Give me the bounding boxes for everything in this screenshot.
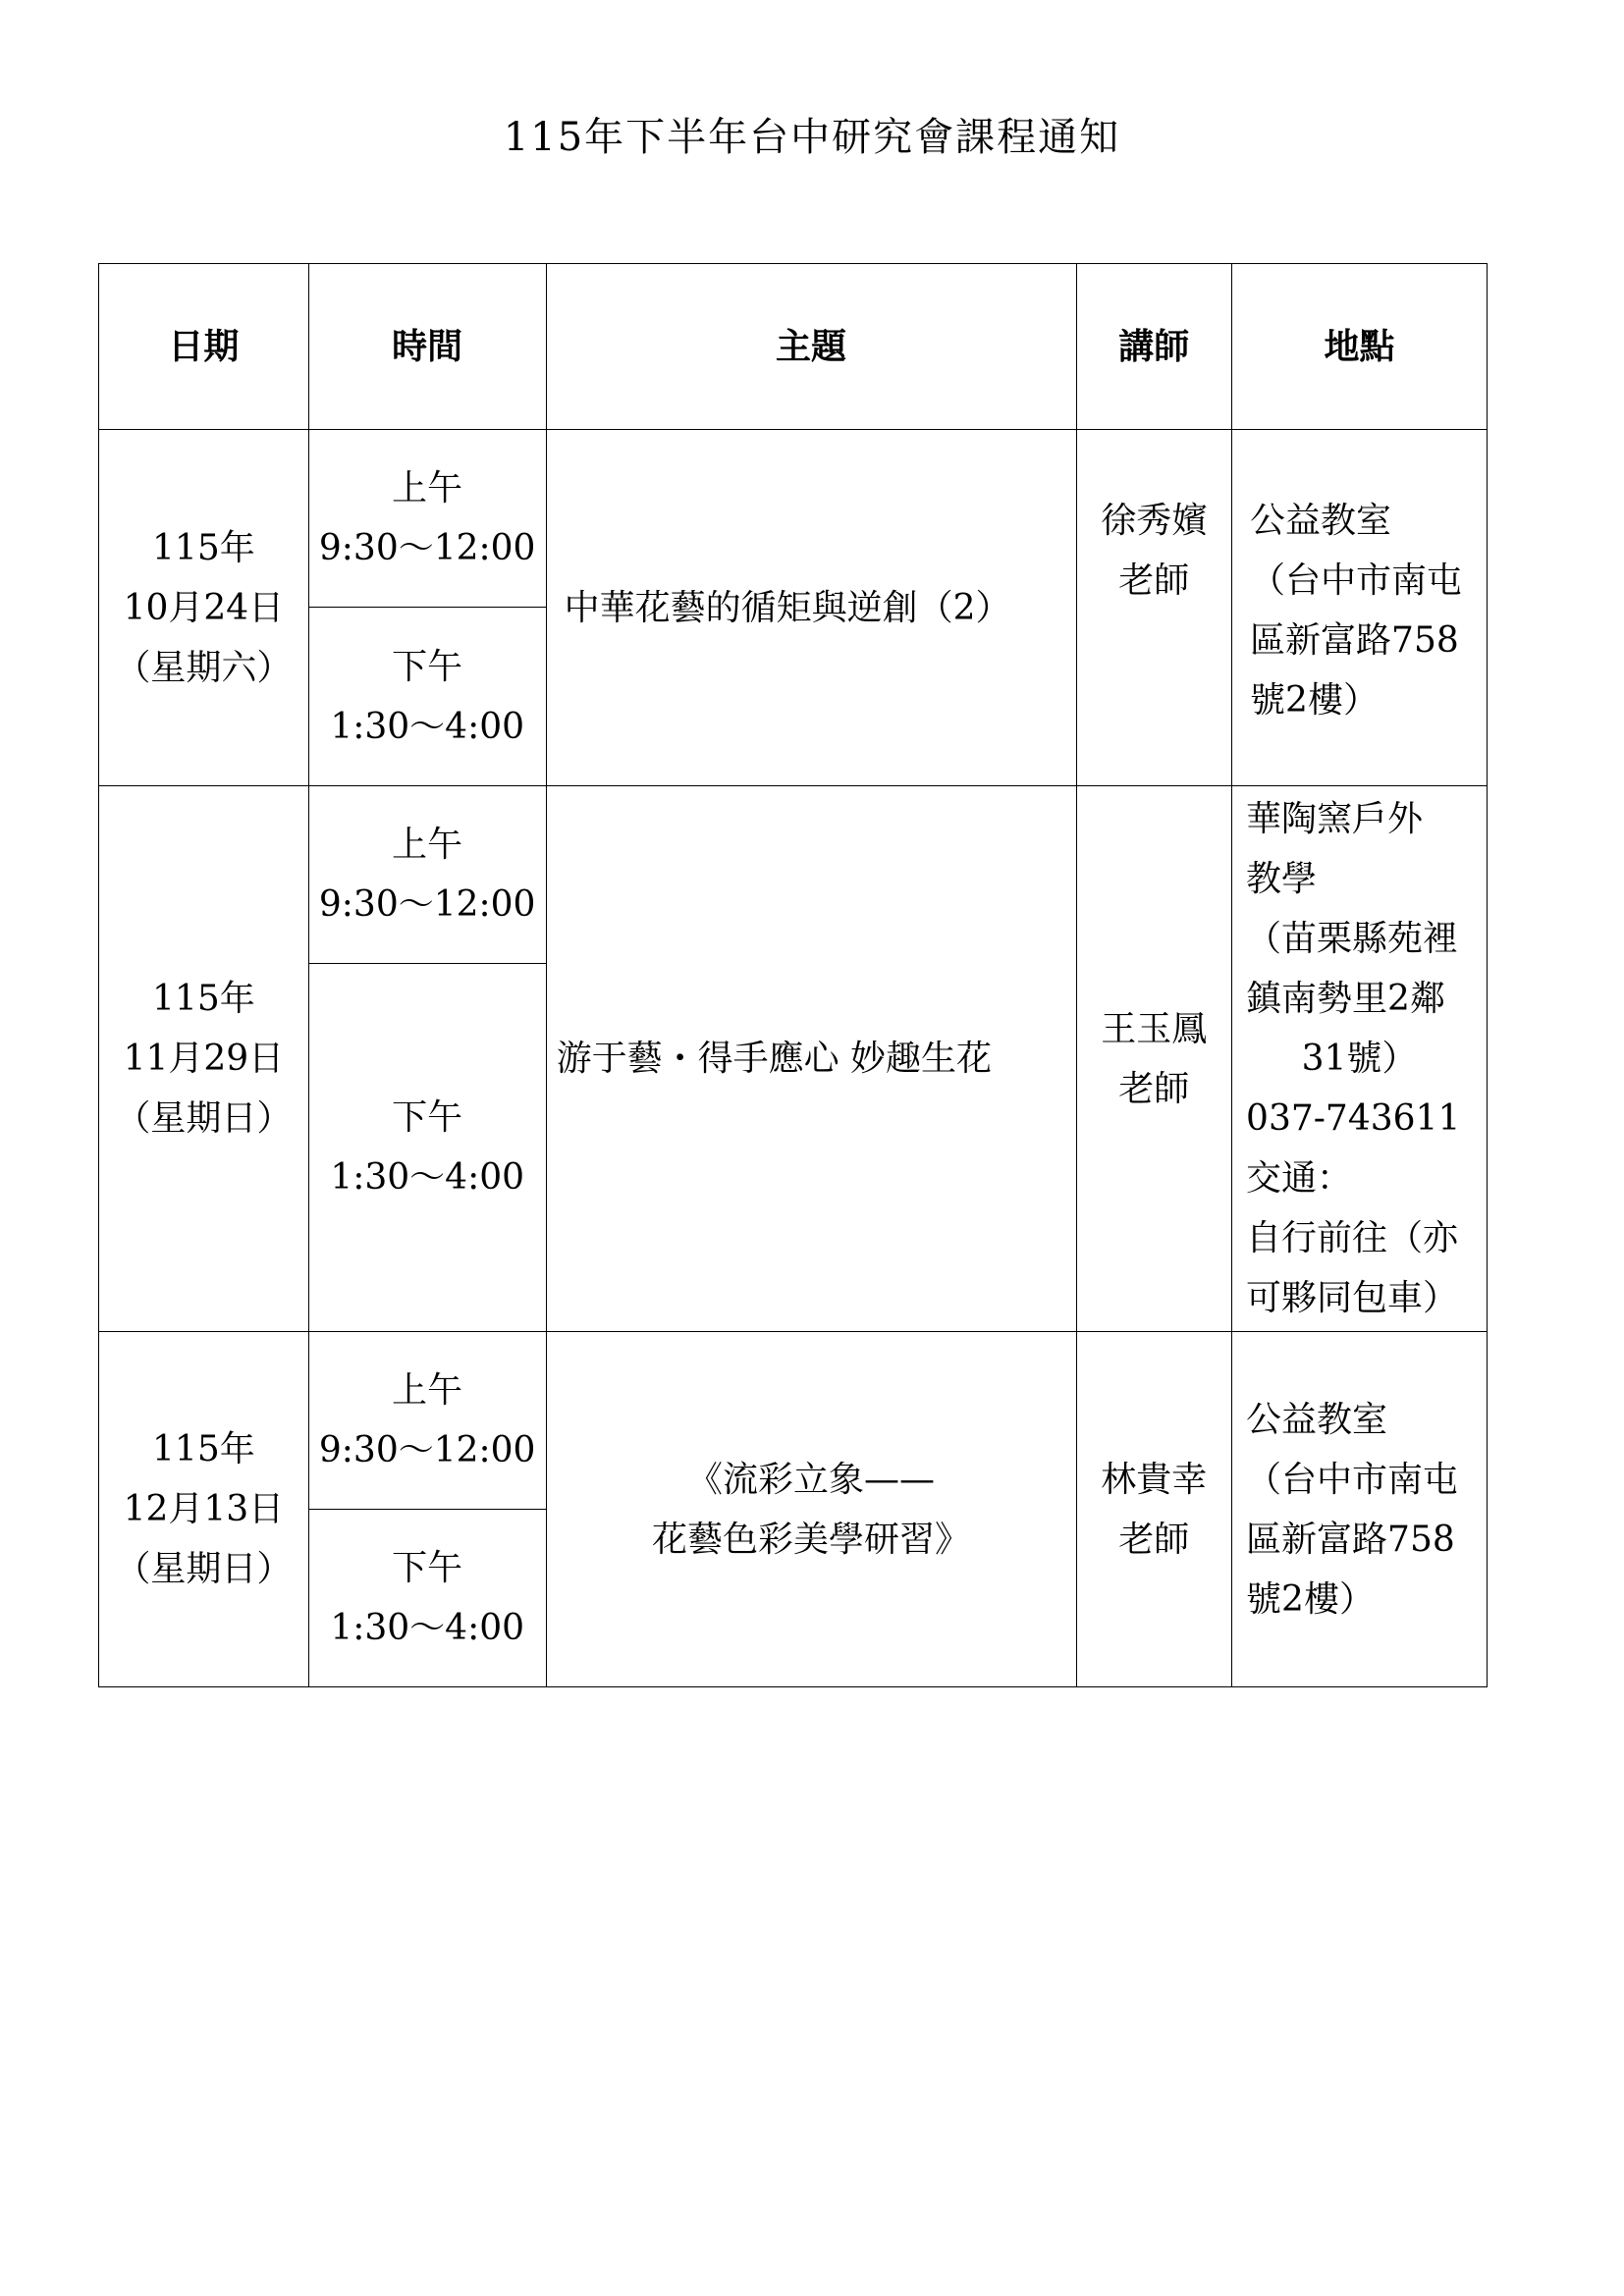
place-line: 號2樓） — [1250, 680, 1379, 721]
session-date — [99, 786, 309, 1332]
session-teacher — [1076, 430, 1232, 786]
page-title: 115年下半年台中研究會課程通知 — [503, 115, 1121, 160]
pm-time: 1:30～4:00 — [330, 1608, 525, 1648]
am-label: 上午 — [392, 1370, 463, 1411]
place-line: 區新富路758 — [1246, 1519, 1455, 1560]
place-line: 31號） — [1301, 1039, 1418, 1079]
date-year: 115年 — [152, 1429, 255, 1469]
am-time: 9:30～12:00 — [318, 528, 536, 568]
date-year: 115年 — [152, 979, 255, 1019]
place-line: 鎮南勢里2鄰 — [1246, 979, 1445, 1019]
am-time-slot — [308, 1332, 546, 1510]
pm-time: 1:30～4:00 — [330, 706, 525, 747]
teacher-name: 林貴幸 — [1101, 1459, 1208, 1500]
teacher-title: 老師 — [1118, 1068, 1190, 1109]
teacher-name: 王玉鳳 — [1101, 1008, 1208, 1049]
date-weekday: （星期六） — [115, 647, 293, 688]
pm-time: 1:30～4:00 — [330, 1157, 525, 1198]
place-line: 公益教室 — [1246, 1399, 1388, 1440]
place-line: 公益教室 — [1250, 501, 1392, 541]
date-day: 10月24日 — [123, 587, 285, 628]
session-teacher — [1076, 1332, 1232, 1687]
pm-time-slot — [308, 608, 546, 786]
am-time-slot — [308, 430, 546, 608]
place-line: 華陶窯戶外 — [1246, 799, 1424, 839]
date-weekday: （星期日） — [115, 1549, 293, 1589]
table-row — [99, 430, 1488, 608]
pm-label: 下午 — [392, 1097, 463, 1138]
teacher-title: 老師 — [1118, 1519, 1190, 1560]
place-line: （台中市南屯 — [1246, 1459, 1459, 1500]
pm-time-slot — [308, 964, 546, 1332]
date-day: 12月13日 — [123, 1489, 285, 1529]
session-place — [1232, 1332, 1488, 1687]
topic-text: 中華花藝的循矩與逆創（2） — [564, 587, 1011, 628]
pm-time-slot — [308, 1510, 546, 1687]
date-weekday: （星期日） — [115, 1098, 293, 1139]
date-year: 115年 — [152, 527, 255, 568]
am-time: 9:30～12:00 — [318, 884, 536, 925]
session-date — [99, 1332, 309, 1687]
session-place — [1232, 430, 1488, 786]
place-line: 自行前往（亦 — [1246, 1218, 1459, 1258]
topic-text: 游于藝・得手應心 妙趣生花 — [556, 1039, 993, 1079]
place-line: （台中市南屯 — [1250, 561, 1463, 601]
session-topic — [546, 786, 1076, 1332]
am-time-slot — [308, 786, 546, 964]
course-schedule-table — [98, 263, 1488, 1687]
topic-text: 《流彩立象—— — [687, 1459, 936, 1500]
header-place: 地點 — [1232, 264, 1488, 430]
teacher-title: 老師 — [1118, 561, 1190, 601]
session-topic — [546, 1332, 1076, 1687]
table-header-row — [99, 264, 1488, 430]
place-line: 037-743611 — [1246, 1098, 1461, 1139]
topic-text: 花藝色彩美學研習》 — [652, 1519, 971, 1560]
session-topic — [546, 430, 1076, 786]
am-time: 9:30～12:00 — [318, 1430, 536, 1470]
header-topic: 主題 — [546, 264, 1076, 430]
pm-label: 下午 — [392, 1548, 463, 1588]
place-line: 區新富路758 — [1250, 620, 1459, 661]
place-line: 號2樓） — [1246, 1578, 1375, 1620]
place-line: 可夥同包車） — [1246, 1278, 1459, 1318]
teacher-name: 徐秀嬪 — [1101, 501, 1208, 541]
header-date: 日期 — [99, 264, 309, 430]
table-row — [99, 1332, 1488, 1510]
place-line: 教學 — [1246, 859, 1318, 899]
am-label: 上午 — [392, 468, 463, 508]
header-time: 時間 — [308, 264, 546, 430]
session-place — [1232, 786, 1488, 1332]
session-teacher — [1076, 786, 1232, 1332]
header-teacher: 講師 — [1076, 264, 1232, 430]
am-label: 上午 — [392, 825, 463, 865]
date-day: 11月29日 — [123, 1039, 285, 1079]
session-date — [99, 430, 309, 786]
pm-label: 下午 — [392, 646, 463, 687]
place-line: 交通： — [1246, 1158, 1353, 1199]
place-line: （苗栗縣苑裡 — [1246, 919, 1459, 959]
table-row — [99, 786, 1488, 964]
